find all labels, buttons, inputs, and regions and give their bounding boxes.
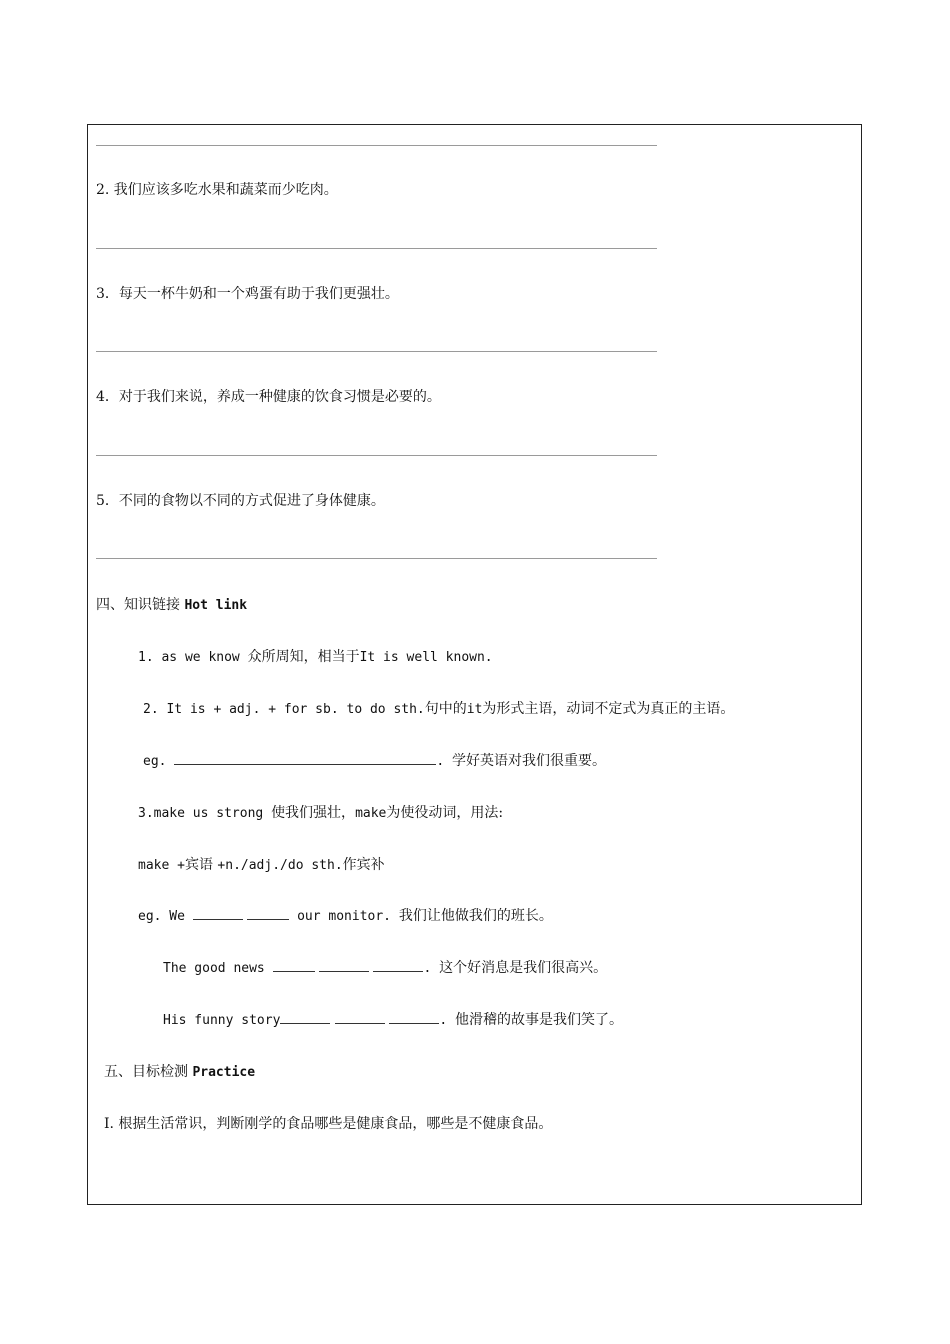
fill-blank[interactable] [319, 958, 369, 972]
fill-blank[interactable] [247, 906, 289, 920]
point-1-cn: 众所周知，相当于 [247, 649, 360, 665]
answer-line[interactable] [96, 351, 657, 352]
point-1-en2: It is well known. [359, 650, 493, 665]
point-3-cn: 使我们强壮， [271, 805, 356, 821]
example-4-b: . [439, 1013, 455, 1028]
fill-blank[interactable] [280, 1010, 330, 1024]
fill-blank[interactable] [174, 751, 436, 765]
example-4-cn: 他滑稽的故事是我们笑了。 [454, 1012, 623, 1028]
section-4-heading-en: Hot link [184, 598, 248, 613]
answer-line[interactable] [96, 248, 657, 249]
example-3-cn: 这个好消息是我们很高兴。 [439, 960, 608, 976]
example-1-suffix: . [436, 754, 452, 769]
item-q3: 3．每天一杯牛奶和一个鸡蛋有助于我们更强壮。 [96, 286, 399, 302]
point-3-cn2: 为使役动词，用法: [386, 805, 504, 821]
answer-line[interactable] [96, 455, 657, 456]
example-4-a: His funny story [163, 1013, 281, 1028]
item-q5: 5．不同的食物以不同的方式促进了身体健康。 [96, 493, 385, 509]
example-3 [163, 958, 607, 979]
fill-blank[interactable] [373, 958, 423, 972]
point-2-cn2: 为形式主语，动词不定式为真正的主语。 [482, 701, 735, 717]
point-2-en: 2. It is + adj. + for sb. to do sth. [143, 702, 425, 717]
fill-blank[interactable] [273, 958, 315, 972]
answer-line[interactable] [96, 145, 657, 146]
fill-blank[interactable] [335, 1010, 385, 1024]
fill-blank[interactable] [193, 906, 243, 920]
point-2 [143, 699, 734, 720]
usage-rule-cn2: 作宾补 [342, 857, 385, 873]
section-4-heading [96, 595, 247, 616]
usage-rule-en: make + [138, 858, 185, 873]
example-3-a: The good news [163, 961, 273, 976]
point-3 [138, 803, 503, 824]
point-2-cn: 句中的 [424, 701, 467, 717]
section-5-heading-cn: 五、目标检测 [104, 1064, 193, 1080]
point-3-en2: make [355, 806, 387, 821]
example-4 [163, 1010, 623, 1031]
point-1-en: 1. as we know [138, 650, 248, 665]
answer-line[interactable] [96, 558, 657, 559]
usage-rule-cn: 宾语 [184, 857, 218, 873]
item-q4: 4．对于我们来说，养成一种健康的饮食习惯是必要的。 [96, 389, 441, 405]
practice-task-1: I. 根据生活常识，判断刚学的食品哪些是健康食品，哪些是不健康食品。 [104, 1116, 553, 1132]
example-2-b: our monitor. [289, 909, 399, 924]
example-2 [138, 906, 553, 927]
example-2-cn: 我们让他做我们的班长。 [398, 908, 553, 924]
section-4-heading-cn: 四、知识链接 [96, 597, 185, 613]
example-3-b: . [423, 961, 440, 976]
fill-blank[interactable] [389, 1010, 439, 1024]
example-2-a: eg. We [138, 909, 193, 924]
section-5-heading [104, 1062, 255, 1083]
usage-rule-en2: +n./adj./do sth. [217, 858, 343, 873]
example-1-prefix: eg. [143, 754, 175, 769]
point-1 [138, 647, 493, 668]
example-1-cn: 学好英语对我们很重要。 [451, 753, 606, 769]
section-5-heading-en: Practice [192, 1065, 256, 1080]
item-q2: 2. 我们应该多吃水果和蔬菜而少吃肉。 [96, 182, 338, 198]
usage-rule [138, 855, 385, 876]
point-3-en: 3.make us strong [138, 806, 272, 821]
point-2-en2: it [466, 702, 483, 717]
example-1 [143, 751, 606, 772]
